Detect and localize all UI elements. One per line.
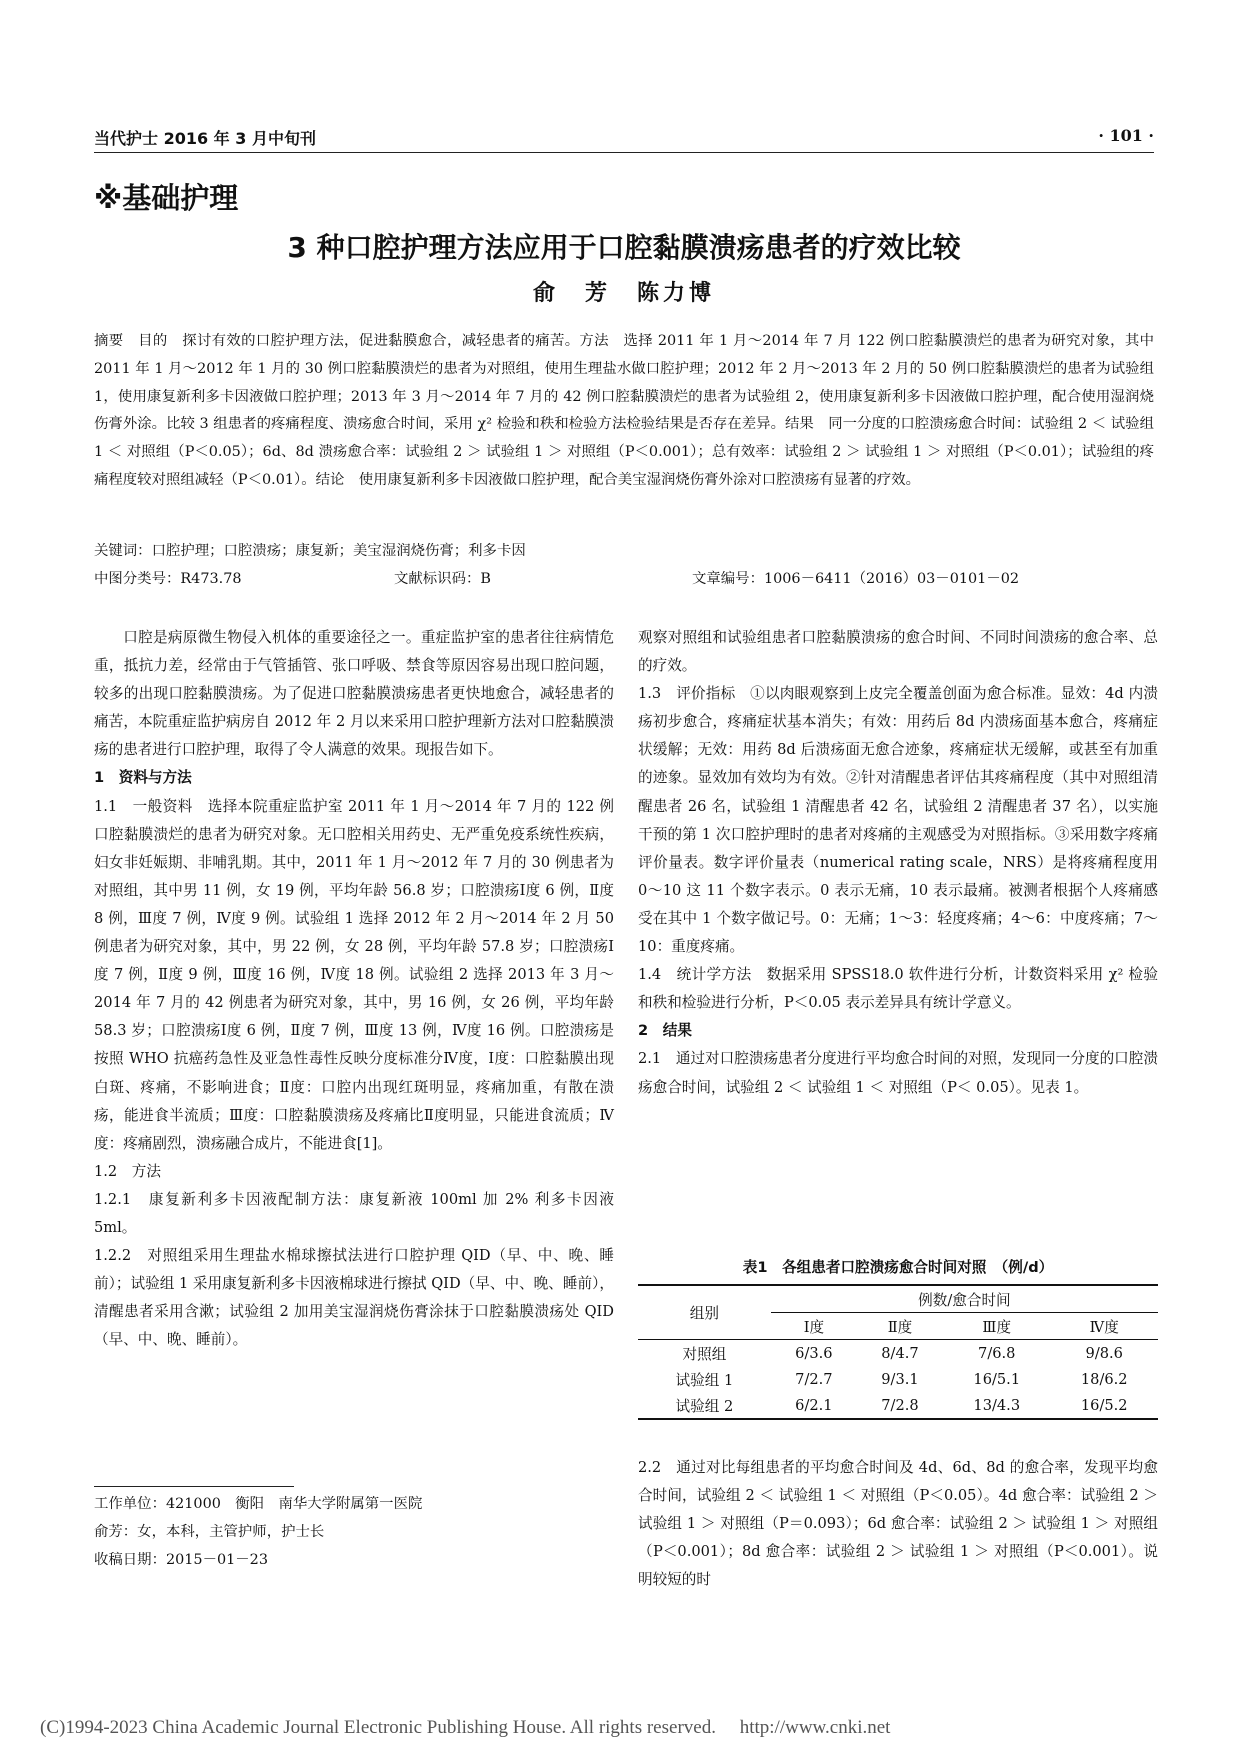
- body-paragraph: 1.4 统计学方法 数据采用 SPSS18.0 软件进行分析，计数资料采用 χ² 检验和秩和检验进行分析，P＜0.05 表示差异具有统计学意义。: [638, 966, 1158, 1012]
- group-cell: 对照组: [682, 1345, 727, 1363]
- copyright-notice: (C)1994-2023 China Academic Journal Electronic Publishing House. All rights reserved. http://www.cnki.net: [40, 1717, 891, 1738]
- footnote: [94, 1490, 614, 1574]
- header-rule: [94, 152, 1154, 153]
- group-cell: 试验组 1: [675, 1371, 734, 1389]
- authors: 俞 芳 陈力博: [532, 281, 715, 306]
- column-header: Ⅰ度: [771, 1313, 857, 1340]
- right-column-continued: [638, 1454, 1158, 1594]
- clc-number: 中图分类号：R473.78: [94, 571, 242, 587]
- subsection-heading: 1.2 方法: [94, 1162, 161, 1180]
- value-cell: 13/4.3: [943, 1392, 1050, 1419]
- section-heading: 2 结果: [638, 1022, 692, 1040]
- value-cell: 9/8.6: [1085, 1344, 1123, 1362]
- value-cell: 6/3.6: [795, 1344, 833, 1362]
- journal-name: 当代护士 2016 年 3 月中旬刊: [94, 129, 316, 148]
- value-cell: 16/5.2: [1051, 1392, 1159, 1419]
- table-caption: 表1 各组患者口腔溃疡愈合时间对照 （例/d）: [742, 1259, 1054, 1276]
- section-title: ※基础护理: [94, 181, 239, 215]
- section-heading: 1 资料与方法: [94, 769, 192, 787]
- column-header: Ⅱ度: [857, 1313, 943, 1340]
- body-paragraph: 1.2.2 对照组采用生理盐水棉球擦拭法进行口腔护理 QID（早、中、晚、睡前）；试验组 1 采用康复新利多卡因液棉球进行擦拭 QID（早、中、晚、睡前），清醒患者采用含漱；试验组 2 加用美宝湿润烧伤膏涂抹于口腔黏膜溃疡处 QID（早、中、晚、睡前）。: [94, 1247, 614, 1349]
- value-cell: 7/2.7: [795, 1370, 833, 1388]
- left-column: [94, 624, 614, 1354]
- value-cell: 8/4.7: [881, 1344, 919, 1362]
- table-row: [638, 1392, 1158, 1419]
- table-row: [638, 1366, 1158, 1392]
- value-cell: 7/6.8: [978, 1344, 1016, 1362]
- body-paragraph: 1.2.1 康复新利多卡因液配制方法：康复新液 100ml 加 2% 利多卡因液 5ml。: [94, 1190, 614, 1236]
- column-header: Ⅲ度: [943, 1313, 1050, 1340]
- body-paragraph: 观察对照组和试验组患者口腔黏膜溃疡的愈合时间、不同时间溃疡的愈合率、总的疗效。: [638, 629, 1158, 675]
- received-date: 收稿日期：2015－01－23: [94, 1552, 268, 1568]
- right-column: [638, 624, 1158, 1102]
- value-cell: 9/3.1: [881, 1370, 919, 1388]
- article-title: 3 种口腔护理方法应用于口腔黏膜溃疡患者的疗效比较: [287, 231, 961, 264]
- body-paragraph: 1.1 一般资料 选择本院重症监护室 2011 年 1 月～2014 年 7 月的 122 例口腔黏膜溃烂的患者为研究对象。无口腔相关用药史、无严重免疫系统性疾病，妇女非妊娠期、非哺乳期。其中，2011 年 1 月～2012 年 7 月的 30 例患者为对照组，其中男 11 例，女 19 例，平均年龄 56.8 岁；口腔溃疡Ⅰ度 6 例，Ⅱ度 8 例，Ⅲ度 7 例，Ⅳ度 9 例。试验组 1 选择 2012 年 2 月～2014 年 2 月 50 例患者为研究对象，其中，男 22 例，女 28 例，平均年龄 57.8 岁；口腔溃疡Ⅰ度 7 例，Ⅱ度 9 例，Ⅲ度 16 例，Ⅳ度 18 例。试验组 2 选择 2013 年 3 月～2014 年 7 月的 42 例患者为研究对象，其中，男 16 例，女 26 例，平均年龄 58.3 岁；口腔溃疡Ⅰ度 6 例，Ⅱ度 7 例，Ⅲ度 13 例，Ⅳ度 16 例。口腔溃疡是按照 WHO 抗癌药急性及亚急性毒性反映分度标准分Ⅳ度，Ⅰ度：口腔黏膜出现白斑、疼痛，不影响进食；Ⅱ度：口腔内出现红斑明显，疼痛加重，有散在溃疡，能进食半流质；Ⅲ度：口腔黏膜溃疡及疼痛比Ⅱ度明显，只能进食流质；Ⅳ度：疼痛剧烈，溃疡融合成片，不能进食[1]。: [94, 797, 614, 1152]
- body-paragraph: 2.1 通过对口腔溃疡患者分度进行平均愈合时间的对照，发现同一分度的口腔溃疡愈合时间，试验组 2 ＜ 试验组 1 ＜ 对照组（P＜ 0.05）。见表 1。: [638, 1050, 1158, 1096]
- column-header: Ⅳ度: [1051, 1313, 1159, 1340]
- keywords: 关键词：口腔护理；口腔溃疡；康复新；美宝湿润烧伤膏；利多卡因: [94, 543, 526, 559]
- group-cell: 试验组 2: [638, 1392, 771, 1419]
- value-cell: 7/2.8: [857, 1392, 943, 1419]
- page-number: · 101 ·: [1098, 126, 1154, 145]
- body-paragraph: 2.2 通过对比每组患者的平均愈合时间及 4d、6d、8d 的愈合率，发现平均愈合时间，试验组 2 ＜ 试验组 1 ＜ 对照组（P＜0.05）。4d 愈合率：试验组 2 ＞ 试验组 1 ＞ 对照组（P＝0.093）；6d 愈合率：试验组 2 ＞ 试验组 1 ＞ 对照组（P＜0.001）；8d 愈合率：试验组 2 ＞ 试验组 1 ＞ 对照组（P＜0.001）。说明较短的时: [638, 1459, 1158, 1589]
- affiliation: 工作单位：421000 衡阳 南华大学附属第一医院: [94, 1496, 423, 1512]
- classification-line: [94, 566, 1154, 594]
- document-code: 文献标识码：B: [394, 571, 491, 587]
- value-cell: 18/6.2: [1080, 1370, 1128, 1388]
- intro-paragraph: 口腔是病原微生物侵入机体的重要途径之一。重症监护室的患者往往病情危重，抵抗力差，经常由于气管插管、张口呼吸、禁食等原因容易出现口腔问题，较多的出现口腔黏膜溃疡。为了促进口腔黏膜溃疡患者更快地愈合，减轻患者的痛苦，本院重症监护病房自 2012 年 2 月以来采用口腔护理新方法对口腔黏膜溃疡的患者进行口腔护理，取得了令人满意的效果。现报告如下。: [94, 629, 614, 759]
- span-header: 例数/愈合时间: [771, 1285, 1158, 1313]
- abstract-text: 摘要 目的 探讨有效的口腔护理方法，促进黏膜愈合，减轻患者的痛苦。方法 选择 2011 年 1 月～2014 年 7 月 122 例口腔黏膜溃烂的患者为研究对象，其中 2011 年 1 月～2012 年 1 月的 30 例口腔黏膜溃烂的患者为对照组，使用生理盐水做口腔护理；2012 年 2 月～2013 年 2 月的 50 例口腔黏膜溃烂的患者为试验组 1，使用康复新利多卡因液做口腔护理；2013 年 3 月～2014 年 7 月的 42 例口腔黏膜溃烂的患者为试验组 2，使用康复新利多卡因液做口腔护理，配合使用湿润烧伤膏外涂。比较 3 组患者的疼痛程度、溃疡愈合时间，采用 χ² 检验和秩和检验方法检验结果是否存在差异。结果 同一分度的口腔溃疡愈合时间：试验组 2 ＜ 试验组 1 ＜ 对照组（P＜0.05）；6d、8d 溃疡愈合率：试验组 2 ＞ 试验组 1 ＞ 对照组（P＜0.001）；总有效率：试验组 2 ＞ 试验组 1 ＞ 对照组（P＜0.01）；试验组的疼痛程度较对照组减轻（P＜0.01）。结论 使用康复新利多卡因液做口腔护理，配合美宝湿润烧伤膏外涂对口腔溃疡有显著的疗效。: [94, 333, 1154, 488]
- author-info: 俞芳：女，本科，主管护师，护士长: [94, 1524, 325, 1540]
- running-header: [94, 126, 1154, 150]
- value-cell: 6/2.1: [771, 1392, 857, 1419]
- article-number: 文章编号：1006－6411（2016）03－0101－02: [692, 571, 1020, 587]
- healing-time-table: [638, 1284, 1158, 1420]
- footnote-rule: [94, 1486, 294, 1487]
- group-header: 组别: [638, 1285, 771, 1340]
- table-row: [638, 1340, 1158, 1367]
- body-paragraph: 1.3 评价指标 ①以肉眼观察到上皮完全覆盖创面为愈合标准。显效：4d 内溃疡初步愈合，疼痛症状基本消失；有效：用药后 8d 内溃疡面基本愈合，疼痛症状缓解；无效：用药 8d 后溃疡面无愈合迹象，疼痛症状无缓解，或甚至有加重的迹象。显效加有效均为有效。②针对清醒患者评估其疼痛程度（其中对照组清醒患者 26 名，试验组 1 清醒患者 42 名，试验组 2 清醒患者 37 名），以实施干预的第 1 次口腔护理时的患者对疼痛的主观感受为对照指标。③采用数字疼痛评价量表。数字评价量表（numerical rating scale，NRS）是将疼痛程度用 0～10 这 11 个数字表示。0 表示无痛，10 表示最痛。被测者根据个人疼痛感受在其中 1 个数字做记号。0：无痛；1～3：轻度疼痛；4～6：中度疼痛；7～10：重度疼痛。: [638, 685, 1158, 956]
- value-cell: 16/5.1: [973, 1370, 1021, 1388]
- abstract: [94, 328, 1154, 495]
